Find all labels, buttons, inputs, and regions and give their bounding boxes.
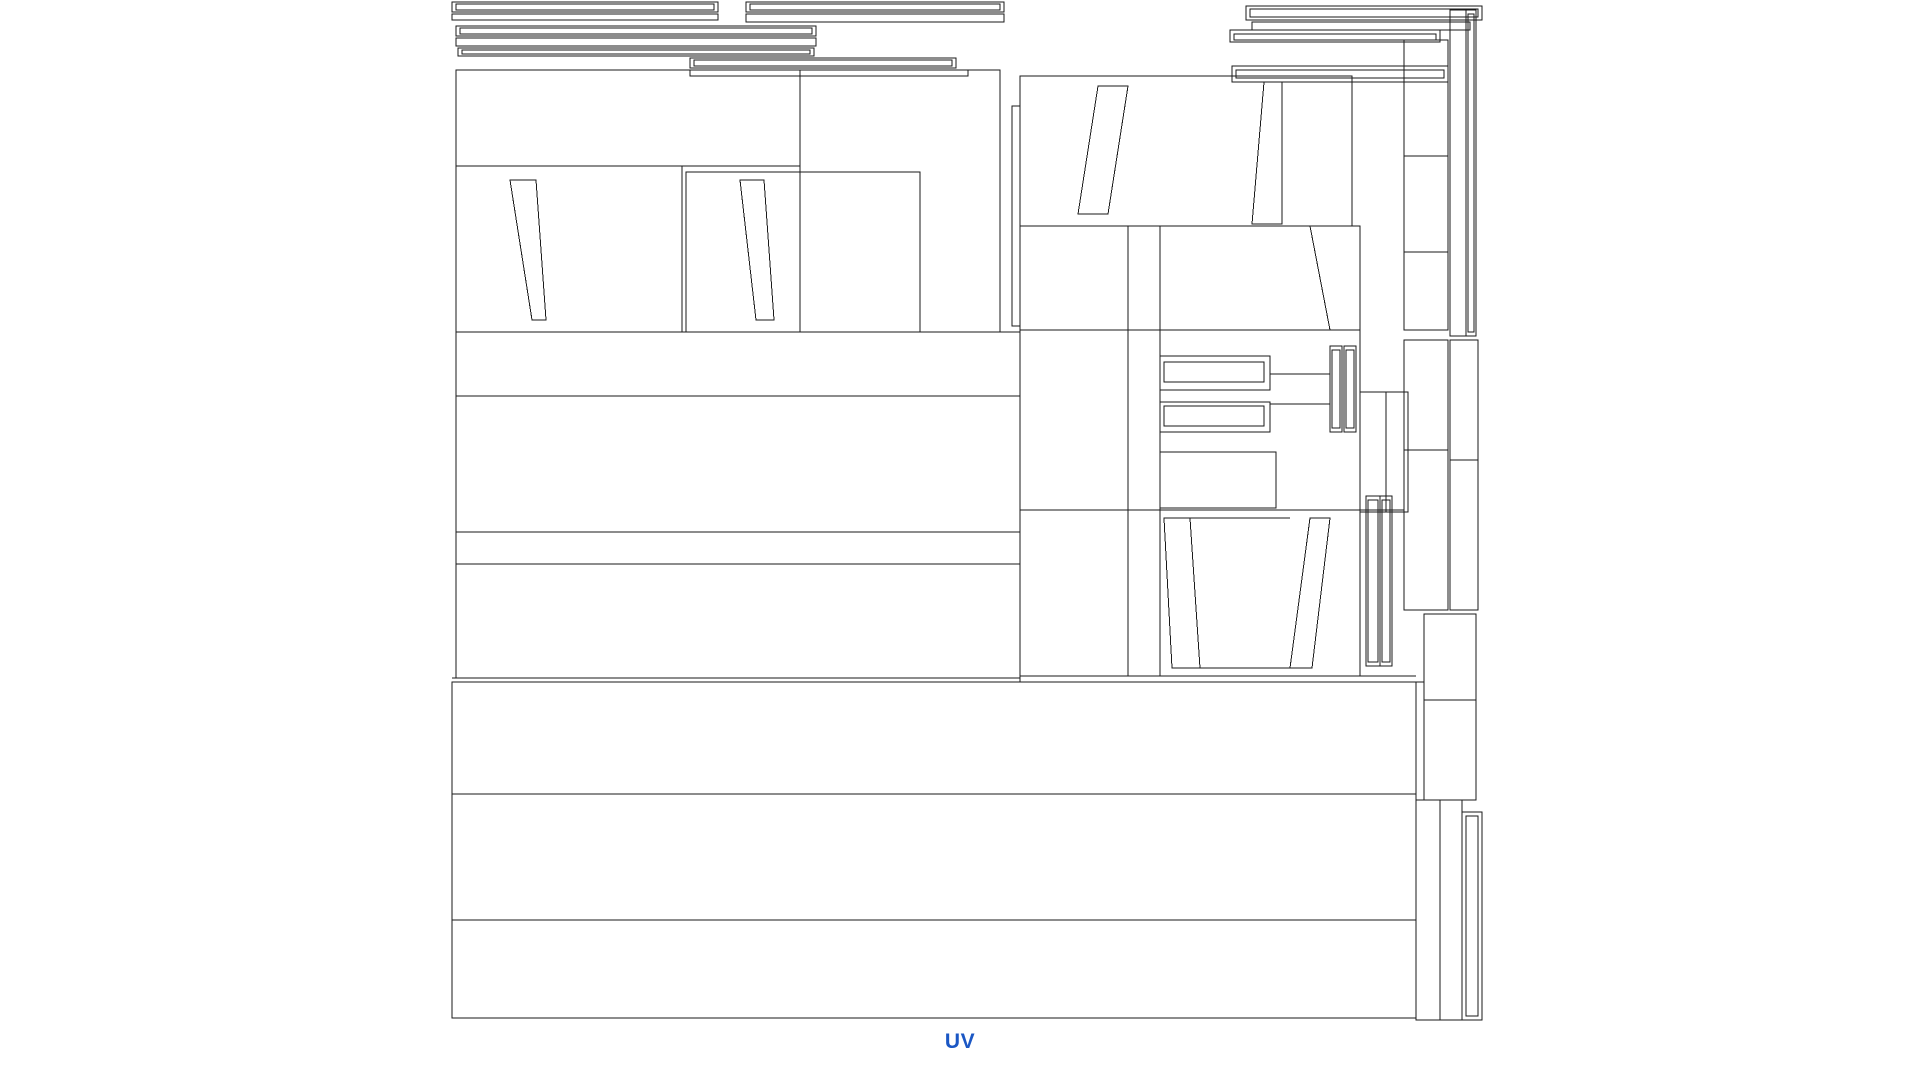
uv-label: UV: [944, 1030, 976, 1053]
